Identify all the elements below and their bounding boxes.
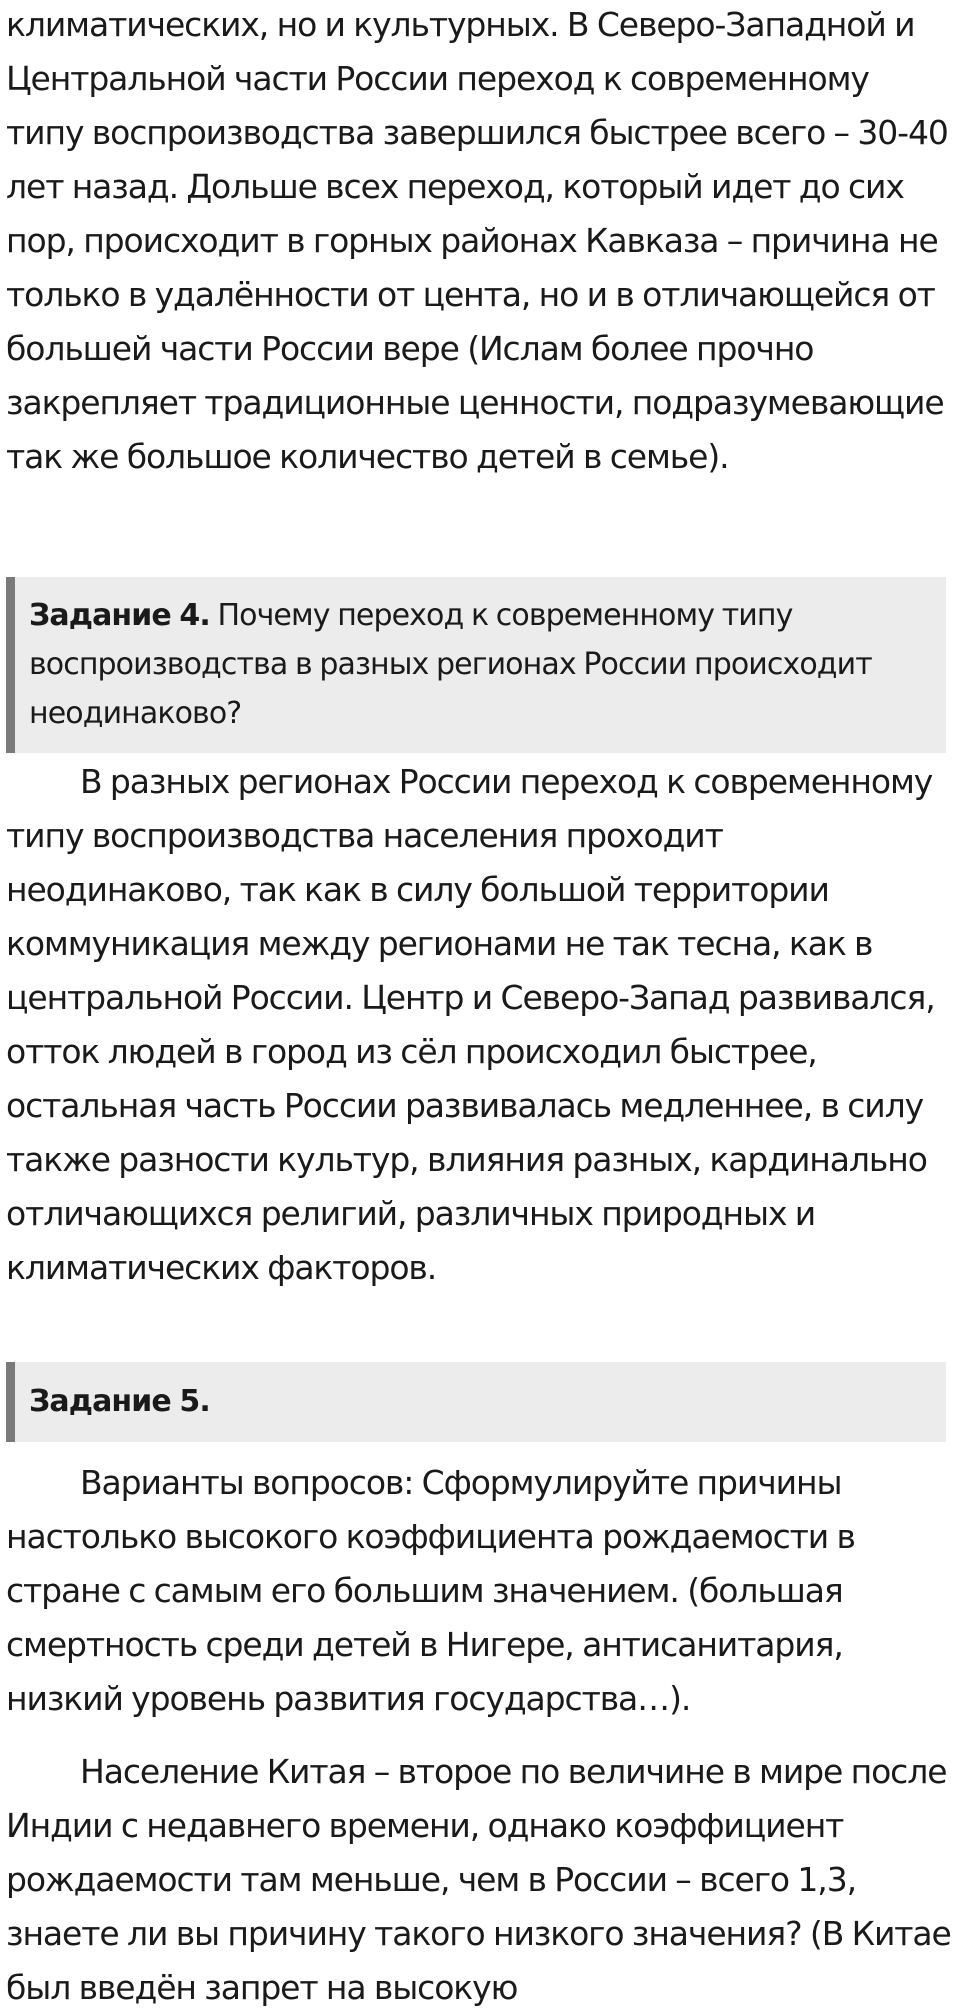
task-5-box [6,1362,946,1442]
task-4-box [6,577,946,753]
task-4-answer: В разных регионах России переход к современному типу воспроизводства населения проходит неодинаково, так как в силу большой территории коммуникация между регионами не так тесна, как в центральной России. Центр и Северо-Запад развивался, отток людей в город из сёл происходил быстрее, остальная часть России развивалась медленнее, в силу также разности культур, влияния разных, кардинально отличающихся религий, различных природных и климатических факторов. [6,762,935,1287]
task-5-answer-china: Население Китая – второе по величине в мире после Индии с недавнего времени, однако коэффициент рождаемости там меньше, чем в России – всего 1,3, знаете ли вы причину такого низкого значения? (В Китае был введён запрет на высокую [6,1752,951,2007]
task-5-text [29,1377,934,1426]
paragraph-regional-transition: климатических, но и культурных. В Северо-Западной и Центральной части России переход к современному типу воспроизводства завершился быстрее всего – 30-40 лет назад. Дольше всех переход, который идет до сих пор, происходит в горных районах Кавказа – причина не только в удалённости от цента, но и в отличающейся от большей части России вере (Ислам более прочно закрепляет традиционные ценности, подразумевающие так же большое количество детей в семье). [6,5,948,476]
task-5-label: Задание 5. [29,1384,210,1419]
task-4-question: Почему переход к современному типу воспроизводства в разных регионах России происходит неодинаково? [29,598,872,731]
task-4-label: Задание 4. [29,598,210,633]
task-5-answer-questions: Варианты вопросов: Сформулируйте причины настолько высокого коэффициента рождаемости в стране с самым его большим значением. (большая смертность среди детей в Нигере, антисанитария, низкий уровень развития государства…). [6,1463,855,1718]
task-4-text [29,591,934,738]
